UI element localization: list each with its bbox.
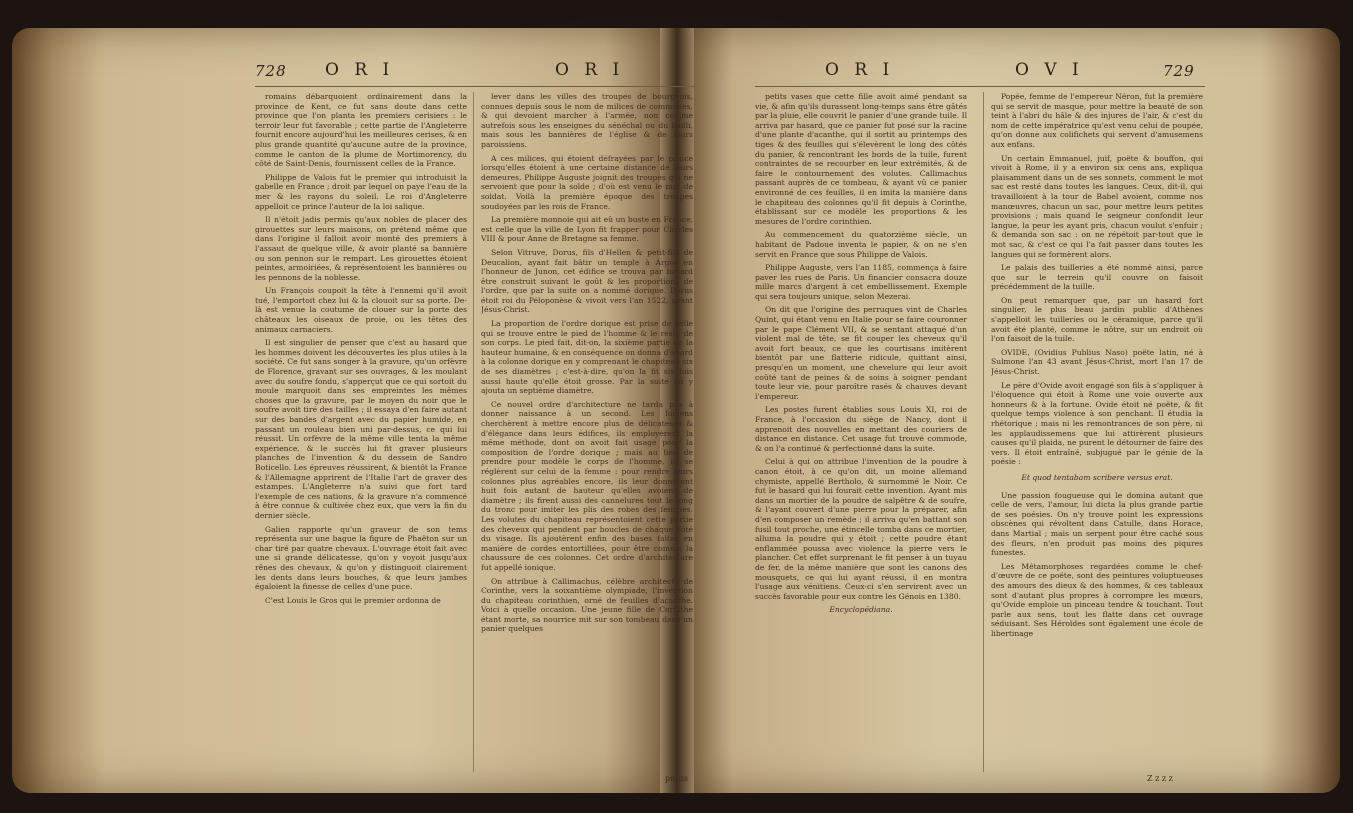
left-column-2	[481, 92, 693, 772]
paragraph: Le père d'Ovide avoit engagé son fils à s'appliquer à l'éloquence qui étoit à Rome une voie ouverte aux honneurs & à la fortune. Ovide étoit né poëte, & fit quelque temps violence à son penchant. Il étudia la rhétorique ; mais ni les remontrances de son père, ni les applaudissemens que lui attirèrent plusieurs causes qu'il plaida, ne purent le détourner de faire des vers. Il étoit entraîné, subjugué par le génie de la poésie :	[991, 380, 1203, 467]
latin-epigraph: Et quod tentabam scribere versus erat.	[1021, 472, 1173, 482]
right-column-2	[991, 92, 1203, 772]
paragraph: Une passion fougueuse qui le domina autant que celle de vers, l'amour, lui dicta la plus grande partie de ses poésies. On n'y trouve point les expressions obscènes qui révoltent dans Catulle, dans Horace, dans Martial ; mais un serpent pour être caché sous des fleurs, n'en produit pas moins des piqures funestes.	[991, 490, 1203, 558]
left-page-header	[255, 60, 695, 90]
header-rule	[255, 86, 695, 87]
paragraph: lever dans les villes des troupes de bourgeois, connues depuis sous le nom de milices de communes, & qui devoient marcher à l'armée, non comme autrefois sous les enseignes du sénéchal ou du bailli, mais sous les bannières de l'église & de leurs paroissiens.	[481, 92, 693, 149]
left-page-number: 728	[255, 62, 287, 80]
paragraph: Philippe Auguste, vers l'an 1185, commença à faire paver les rues de Paris. Un financier consacra douze mille marcs d'argent à cet embellissement. Exemple qui sera toujours unique, selon Mezerai.	[755, 263, 967, 301]
left-column-1	[255, 92, 467, 772]
paragraph: On attribue à Callimachus, célèbre architecte de Corinthe, vers la soixantième olympiade, l'invention du chapiteau corinthien, orné de feuilles d'acanthe. Voici à quelle occasion. Une jeune fille de Corinthe étant morte, sa nourrice mit sur son tombeau dans un panier quelques	[481, 576, 693, 634]
paragraph: Un François coupoit la tête à l'ennemi qu'il avoit tué, l'emportoit chez lui & la clouoit sur sa porte. De-là est venue la coutume de clouer sur la porte des châteaux les oiseaux de proie, ou les têtes des animaux carnaciers.	[255, 286, 467, 334]
header-rule	[755, 86, 1205, 87]
paragraph: La première monnoie qui ait eû un buste en France, est celle que la ville de Lyon fit frapper pour Charles VIII & pour Anne de Bretagne sa femme.	[481, 215, 693, 244]
left-page-columns	[255, 92, 695, 772]
paragraph: A ces milices, qui étoient défrayées par le prince lorsqu'elles étoient à une certaine distance de leurs demeures, Philippe Auguste joignit des troupes qui ne servoient que pour la solde ; d'où est venu le mot de soldat. Voilà la première époque des troupes soudoyées par les rois de France.	[481, 153, 693, 211]
paragraph: C'est Louis le Gros qui le premier ordonna de	[265, 595, 441, 605]
signature: Encyclopédiana.	[829, 605, 893, 615]
left-running-head-1: O R I	[325, 60, 395, 80]
paragraph: Popée, femme de l'empereur Néron, fut la première qui se servit de masque, pour mettre la beauté de son teint à l'abri du hâle & des injures de l'air, & c'est du nom de cette impératrice qu'est venu celui de poupée, qu'on donne aux colifichets qui servent d'amusemens aux enfans.	[991, 92, 1203, 149]
paragraph: On dit que l'origine des perruques vint de Charles Quint, qui étant venu en Italie pour se faire couronner par le pape Clément VII, & se sentant attaqué d'un violent mal de tête, se fit couper les cheveux qu'il avoit fort beaux, ce que les courtisans imitèrent bientôt par une flatterie ridicule, quittant ainsi, presqu'en un moment, une chevelure qui leur avoit coûté tant de peines & de soins à soigner pendant toute leur vie, pour paroître rasés & chauves devant l'empereur.	[755, 305, 967, 401]
left-running-head-2: O R I	[555, 60, 625, 80]
right-running-head-1: O R I	[825, 60, 895, 80]
right-page-header	[755, 60, 1205, 90]
paragraph: Un certain Emmanuel, juif, poëte & bouffon, qui vivoit à Rome, il y a environ six cens ans, expliqua plaisamment dans un de ses sonnets, comment le mot sac est resté dans toutes les langues. Ceux, dit-il, qui travailloient à la tour de Babel avoient, comme nos manœuvres, chacun un sac, pour mettre leurs petites provisions ; mais quand le seigneur confondit leur langue, la peur les ayant pris, chacun voulut s'enfuir ; & demanda son sac : on ne répétoit par-tout que le mot sac, & c'est ce qui l'a fait passer dans toutes les langues qui se formèrent alors.	[991, 153, 1203, 259]
paragraph: Il est singulier de penser que c'est au hasard que les hommes doivent les découvertes les plus utiles à la société. Ce fut sans songer à la gravure, qu'un orfèvre de Florence, gravant sur ses ouvrages, & les moulant avec du soufre fondu, s'apperçut que ce qui sortoit du moule marquoit dans ses empreintes les mêmes choses que la gravure, par le moyen du noir que le soufre avoit tiré des tailles ; il essaya d'en faire autant sur des bandes d'argent avec du papier humide, en passant un rouleau bien uni par-dessus, ce qui lui réussit. Un orfèvre de la même ville tenta la même expérience, & le succès lui fit graver plusieurs planches de l'invention & du dessein de Sandro Boticello. Les épreuves réussirent, & bientôt la France & l'Allemagne apprirent de l'Italie l'art de graver des estampes. L'Angleterre n'a suivi que fort tard l'exemple de ces nations, & la gravure n'a commencé à être connue & cultivée chez eux, que vers la fin du dernier siècle.	[255, 338, 467, 520]
paragraph: On peut remarquer que, par un hasard fort singulier, le plus beau jardin public d'Athènes s'appelloit les tuilleries ou le céramique, parce qu'il avoit été planté, comme le nôtre, sur un endroit où l'on faisoit de la tuile.	[991, 295, 1203, 344]
paragraph: Le palais des tuilleries a été nommé ainsi, parce que sur le terrein qu'il couvre on faisoit précédemment de la tuille.	[991, 263, 1203, 292]
left-page	[255, 60, 695, 783]
right-page-number: 729	[1163, 62, 1195, 80]
column-divider	[983, 92, 984, 772]
signature-mark: Z z z z	[1147, 774, 1173, 783]
paragraph: petits vases que cette fille avoit aimé pendant sa vie, & afin qu'ils durassent long-temps sans être gâtés par la pluie, elle couvrit le panier d'une grande tuile. Il arriva par hasard, que ce panier fut posé sur la racine d'une plante d'acanthe, qui il sortit au printemps des tiges & des feuilles qui s'élevèrent le long des côtés du panier, & rencontrant les bords de la tuile, furent contraintes de se recourber en leur extrémités, & de faire le contournement des volutes. Callimachus passant auprès de ce tombeau, & ayant vû ce panier environné de ces feuilles, il en imita la manière dans le chapiteau des colonnes qu'il fit depuis à Corinthe, établissant sur ce modèle les proportions & les mesures de l'ordre corinthien.	[755, 92, 967, 226]
column-divider	[473, 92, 474, 772]
paragraph: romains débarquoient ordinairement dans la province de Kent, ce fut sans doute dans cette province que l'on planta les premiers cerisiers : le terroir leur fut favorable ; cette partie de l'Angleterre fournit encore aujourd'hui les meilleures cerises, & en plus grande quantité qu'aucune autre de la province, comme le canton de la plume de Mortimorency, du côté de Saint-Denis, fournissent celles de la France.	[255, 92, 467, 169]
paragraph: Les postes furent établies sous Louis XI, roi de France, à l'occasion du siège de Nancy, dont il apprenoit des nouvelles en mettant des couriers de distance en distance. Cet usage fut trouvé commode, & on l'a continué & perfectionné dans la suite.	[755, 405, 967, 453]
paragraph: Philippe de Valois fut le premier qui introduisit la gabelle en France ; droit par lequel on paye l'eau de la mer & les rayons du soleil. Le roi d'Angleterre appelloit ce prince l'auteur de la loi salique.	[255, 172, 467, 211]
paragraph: OVIDE, (Ovidius Publius Naso) poëte latin, né à Sulmone l'an 43 avant Jésus-Christ, mort l'an 17 de Jésus-Christ.	[991, 347, 1203, 377]
right-column-1	[755, 92, 967, 772]
paragraph: Celui à qui on attribue l'invention de la poudre à canon étoit, à ce qu'on dit, un moine allemand chymiste, appellé Bertholo, & surnommé le Noir. Ce fut le hasard qui lui fourait cette invention. Ayant mis dans un mortier de la poudre de salpêtre & de soufre, & l'ayant couvert d'une pierre pour la préparer, afin d'en composer un remède ; il arriva qu'en battant son fusil tout proche, une étincelle tomba dans ce mortier, alluma la poudre qui y étoit ; cette poudre étant enflammée poussa avec violence la pierre vers le plancher. Cet effet surprenant le fit penser à un tuyau de fer, de la même manière que sont les canons des mousquets, ce qui lui ayant réussi, il en montra l'usage aux vénitiens. Ceux-ci s'en servirent avec un succès favorable pour eux contre les Génois en 1380.	[755, 457, 967, 601]
paragraph: Il n'étoit jadis permis qu'aux nobles de placer des girouettes sur leurs maisons, on prétend même que dans l'origine il falloit avoir monté des premiers à l'assaut de quelque ville, & avoir planté sa bannière ou son pennon sur le rempart. Les girouettes étoient peintes, armoiriées, & représentoient les bannières ou les pennons de la noblesse.	[255, 215, 467, 282]
paragraph: La proportion de l'ordre dorique est prise de celle qui se trouve entre le pied de l'homme & le reste de son corps. Le pied fait, dit-on, la sixième partie de la hauteur humaine, & en conséquence on donna d'abord à la colonne dorique en y comprenant le chapiteau six de ses diamètres ; c'est-à-dire, qu'on la fit six fois aussi haute qu'elle étoit grosse. Par la suite on y ajouta un septième diamètre.	[481, 319, 693, 396]
right-page	[755, 60, 1205, 783]
paragraph: Selon Vitruve, Dorus, fils d'Hellen & petit-fils de Deucalion, ayant fait bâtir un temple à Argos en l'honneur de Junon, cet édifice se trouva par hasard être construit suivant le goût & les proportions de l'ordre, que par la suite on a nommé dorique. Dorus étoit roi du Péloponèse & vivoit vers l'an 1522, avant Jésus-Christ.	[481, 247, 693, 315]
right-page-columns	[755, 92, 1205, 772]
catchword: petits	[665, 774, 688, 783]
paragraph: Les Métamorphoses regardées comme le chef-d'œuvre de ce poëte, sont des peintures voluptueuses des amours des dieux & des hommes, & ces tableaux sont d'autant plus propres à corrompre les mœurs, qu'Ovide emploie un pinceau tendre & touchant. Tout parle aux sens, tout les flatte dans cet ouvrage séduisant. Ses Héroïdes sont également une école de libertinage	[991, 561, 1203, 638]
paragraph: Galien rapporte qu'un graveur de son tems représenta sur une bague la figure de Phaëton sur un char tiré par quatre chevaux. L'ouvrage étoit fait avec une si grande délicatesse, qu'on y voyoit jusqu'aux rênes des chevaux, & qu'on y distinguoit clairement les dents dans leurs bouches, & que leurs jambes égaloient la finesse de celles d'une puce.	[255, 524, 467, 592]
right-running-head-2: O V I	[1015, 60, 1084, 80]
paragraph: Au commencement du quatorzième siècle, un habitant de Padoue inventa le papier, & on ne s'en servit en France que sous Philippe de Valois.	[755, 230, 967, 259]
paragraph: Ce nouvel ordre d'architecture ne tarda pas à donner naissance à un second. Les Ioniens cherchèrent à mettre encore plus de délicatesse & d'élégance dans leurs édifices, ils employèrent la même méthode, dont on avoit fait usage pour la composition de l'ordre dorique ; mais au lieu de prendre pour modèle le corps de l'homme, ils se réglèrent sur celui de la femme : pour rendre leurs colonnes plus agréables encore, ils leur donnèrent huit fois autant de hauteur qu'elles avoient de diamètre ; ils firent aussi des cannelures tout le long du tronc pour imiter les plis des robes des femmes. Les volutes du chapiteau représentoient cette partie des cheveux qui pendent par boucles de chaque côté du visage. Ils ajoutèrent enfin des bases faites en manière de cordes entortillées, pour être comme la chaussure de ces colonnes. Cet ordre d'architecture fut appellé ionique.	[481, 399, 693, 572]
